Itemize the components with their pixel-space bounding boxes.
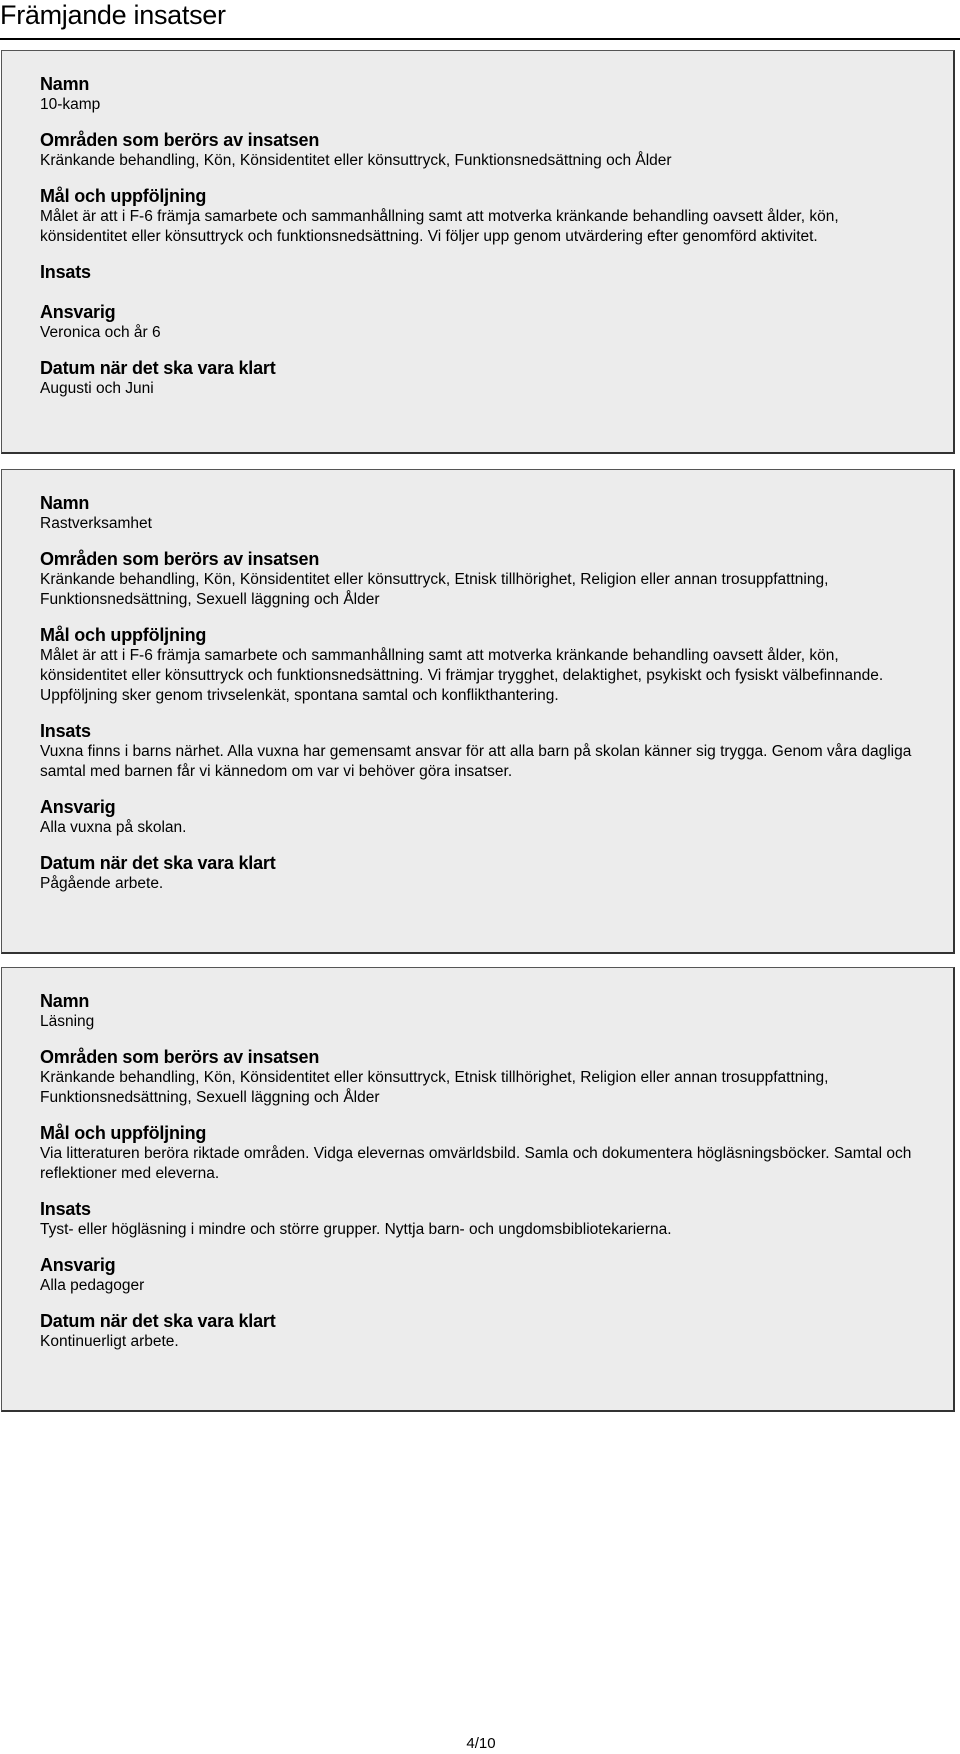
areas-label: Områden som berörs av insatsen xyxy=(40,1047,320,1067)
deadline-value: Pågående arbete. xyxy=(40,875,164,892)
goal-value: Målet är att i F-6 främja samarbete och sammanhållning samt att motverka kränkande behandling oavsett ålder, kön, könsidentitet eller könsuttryck och funktionsnedsättning. Vi främjar trygghet, delaktighet, psykiskt och fysiskt välbefinnande. Uppföljning sker genom trivselenkät, spontana samtal och konflikthantering. xyxy=(40,647,884,704)
action-field xyxy=(40,261,915,297)
areas-value: Kränkande behandling, Kön, Könsidentitet eller könsuttryck, Etnisk tillhörighet, Religion eller annan trosuppfattning, Funktionsnedsättning, Sexuell läggning och Ålder xyxy=(40,571,829,608)
responsible-field xyxy=(40,1254,915,1296)
measure-card xyxy=(1,50,955,454)
areas-field xyxy=(40,1046,915,1108)
measure-card xyxy=(1,469,955,954)
areas-value: Kränkande behandling, Kön, Könsidentitet eller könsuttryck, Funktionsnedsättning och Ålder xyxy=(40,152,672,169)
action-label: Insats xyxy=(40,262,91,282)
goal-label: Mål och uppföljning xyxy=(40,186,207,206)
action-value xyxy=(40,283,915,297)
responsible-field xyxy=(40,301,915,343)
goal-field xyxy=(40,185,915,247)
goal-label: Mål och uppföljning xyxy=(40,625,207,645)
responsible-value: Veronica och år 6 xyxy=(40,324,161,341)
responsible-value: Alla vuxna på skolan. xyxy=(40,819,187,836)
name-value: Rastverksamhet xyxy=(40,515,152,532)
action-value: Tyst- eller högläsning i mindre och större grupper. Nyttja barn- och ungdomsbibliotekarierna. xyxy=(40,1221,672,1238)
goal-value: Målet är att i F-6 främja samarbete och sammanhållning samt att motverka kränkande behandling oavsett ålder, kön, könsidentitet eller könsuttryck och funktionsnedsättning. Vi följer upp genom utvärdering efter genomförd aktivitet. xyxy=(40,208,839,245)
action-label: Insats xyxy=(40,1199,91,1219)
deadline-label: Datum när det ska vara klart xyxy=(40,1311,276,1331)
action-value: Vuxna finns i barns närhet. Alla vuxna har gemensamt ansvar för att alla barn på skolan känner sig trygga. Genom våra dagliga samtal med barnen får vi kännedom om var vi behöver göra insatser. xyxy=(40,743,912,780)
action-label: Insats xyxy=(40,721,91,741)
goal-label: Mål och uppföljning xyxy=(40,1123,207,1143)
areas-field xyxy=(40,129,915,171)
name-field xyxy=(40,492,915,534)
deadline-field xyxy=(40,357,915,399)
areas-label: Områden som berörs av insatsen xyxy=(40,130,320,150)
title-divider xyxy=(0,38,960,40)
name-label: Namn xyxy=(40,991,90,1011)
deadline-label: Datum när det ska vara klart xyxy=(40,853,276,873)
deadline-value: Augusti och Juni xyxy=(40,380,154,397)
name-value: Läsning xyxy=(40,1013,95,1030)
action-field xyxy=(40,1198,915,1240)
areas-value: Kränkande behandling, Kön, Könsidentitet eller könsuttryck, Etnisk tillhörighet, Religion eller annan trosuppfattning, Funktionsnedsättning, Sexuell läggning och Ålder xyxy=(40,1069,829,1106)
measure-card xyxy=(1,967,955,1412)
areas-field xyxy=(40,548,915,610)
goal-value: Via litteraturen beröra riktade områden. Vidga elevernas omvärldsbild. Samla och dokumentera högläsningsböcker. Samtal och reflektioner med eleverna. xyxy=(40,1145,912,1182)
name-value: 10-kamp xyxy=(40,96,101,113)
goal-field xyxy=(40,624,915,706)
deadline-field xyxy=(40,852,915,894)
deadline-label: Datum när det ska vara klart xyxy=(40,358,276,378)
name-field xyxy=(40,73,915,115)
responsible-label: Ansvarig xyxy=(40,1255,116,1275)
responsible-value: Alla pedagoger xyxy=(40,1277,145,1294)
responsible-label: Ansvarig xyxy=(40,302,116,322)
name-label: Namn xyxy=(40,493,90,513)
deadline-field xyxy=(40,1310,915,1352)
page-number: 4/10 xyxy=(466,1735,496,1752)
responsible-field xyxy=(40,796,915,838)
areas-label: Områden som berörs av insatsen xyxy=(40,549,320,569)
goal-field xyxy=(40,1122,915,1184)
name-field xyxy=(40,990,915,1032)
responsible-label: Ansvarig xyxy=(40,797,116,817)
name-label: Namn xyxy=(40,74,90,94)
deadline-value: Kontinuerligt arbete. xyxy=(40,1333,179,1350)
action-field xyxy=(40,720,915,782)
page-title: Främjande insatser xyxy=(0,0,226,30)
